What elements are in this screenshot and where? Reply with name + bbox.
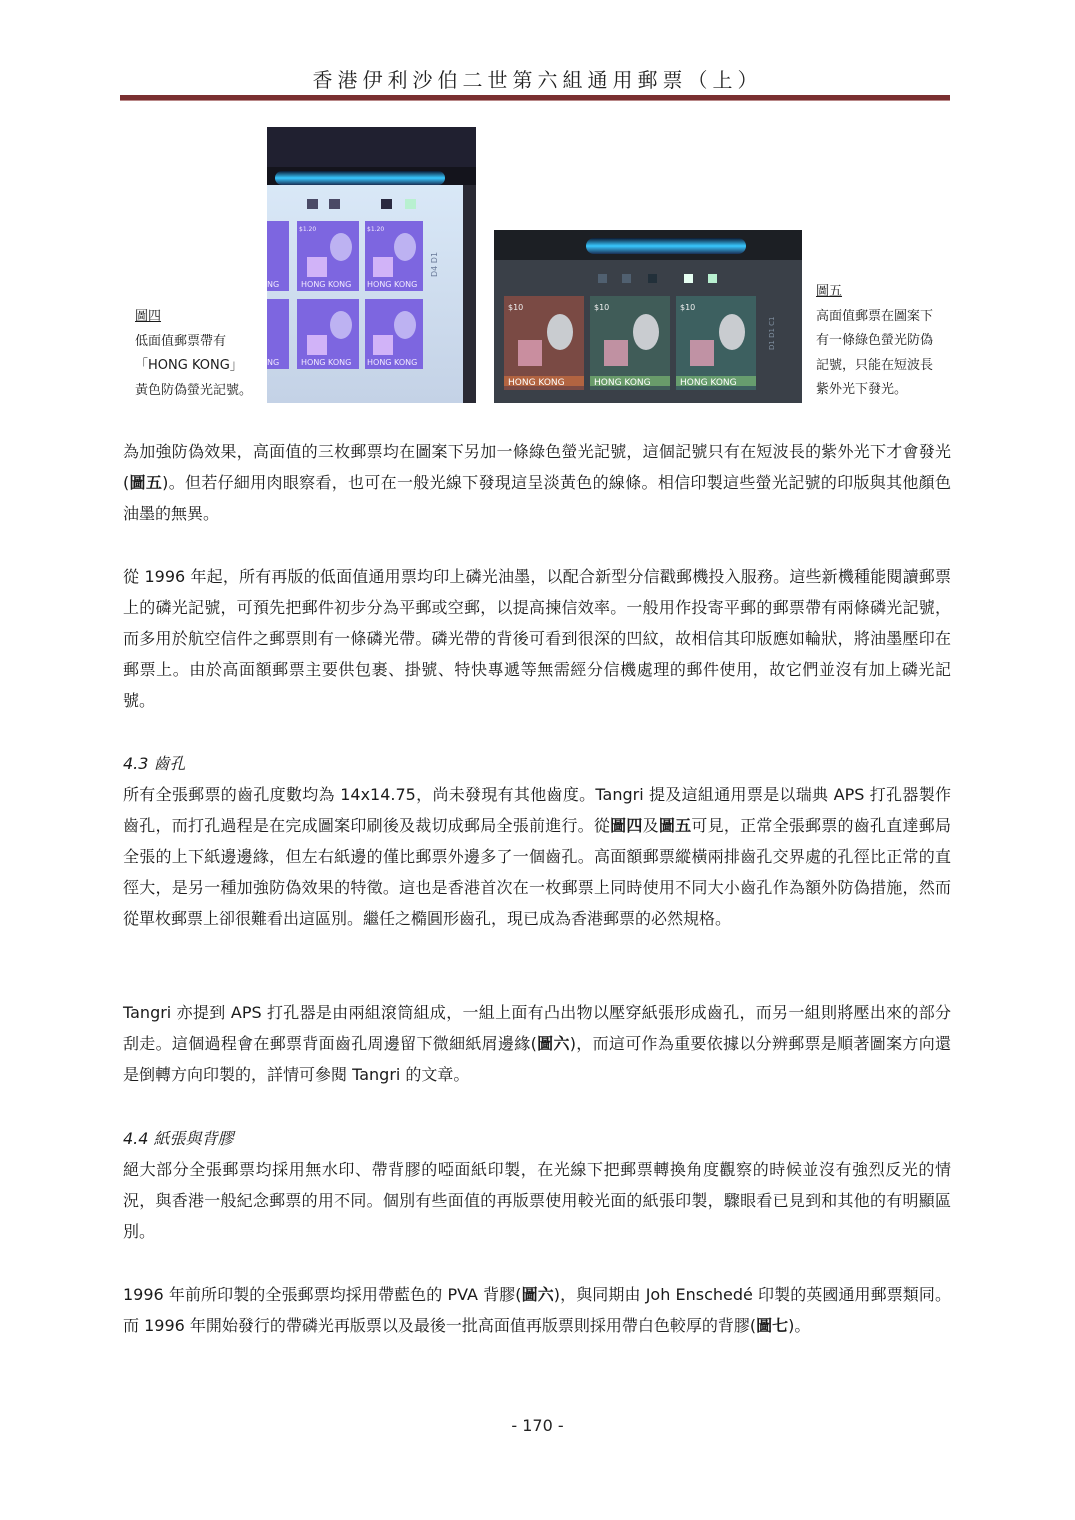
page-header-title: 香港伊利沙伯二世第六組通用郵票（上） <box>312 68 763 92</box>
figure-5-label: 圖五 <box>816 284 843 299</box>
svg-text:$10: $10 <box>680 303 696 312</box>
svg-text:HONG KONG: HONG KONG <box>594 378 651 388</box>
figure-4-label: 圖四 <box>135 309 162 324</box>
svg-text:HONG KONG: HONG KONG <box>367 358 418 367</box>
figure-ref: 圖七 <box>756 1316 789 1335</box>
svg-text:NG: NG <box>267 280 280 289</box>
figure-ref: 圖六 <box>521 1285 554 1304</box>
figure-5-caption-line: 紫外光下發光。 <box>816 382 908 397</box>
svg-text:HONG KONG: HONG KONG <box>301 280 352 289</box>
figure-ref: 圖五 <box>658 816 692 835</box>
svg-text:D1 D1 C1: D1 D1 C1 <box>768 316 776 350</box>
section-heading-perforation: 4.3 齒孔 <box>123 754 186 773</box>
header-rule <box>120 95 950 101</box>
paragraph-gum: 1996 年前所印製的全張郵票均採用帶藍色的 PVA 背膠(圖六)，與同期由 Joh Enschedé 印製的英國通用郵票類同。而 1996 年開始發行的帶磷光再版票以及最後一批高面值再版票則採用帶白色較厚的背膠(圖七)。 <box>123 1285 951 1335</box>
svg-text:HONG KONG: HONG KONG <box>680 378 737 388</box>
paragraph-phosphor: 從 1996 年起，所有再版的低面值通用票均印上磷光油墨，以配合新型分信戳郵機投入服務。這些新機種能閱讀郵票上的磷光記號，可預先把郵件初步分為平郵或空郵，以提高揀信效率。一般用作投寄平郵的郵票帶有兩條磷光記號，而多用於航空信件之郵票則有一條磷光帶。磷光帶的背後可看到很深的凹紋，故相信其印版應如輪狀，將油墨壓印在郵票上。由於高面額郵票主要供包裹、掛號、特快專遞等無需經分信機處理的郵件使用，故它們並沒有加上磷光記號。 <box>123 567 951 710</box>
svg-text:HONG KONG: HONG KONG <box>508 378 565 388</box>
figure-4-caption <box>135 305 269 403</box>
paragraph-fluorescent: 為加強防偽效果，高面值的三枚郵票均在圖案下另加一條綠色螢光記號，這個記號只有在短波長的紫外光下才會發光(圖五)。但若仔細用肉眼察看，也可在一般光線下發現這呈淡黃色的線條。相信印製這些螢光記號的印版與其他顏色油墨的無異。 <box>123 442 951 523</box>
section-heading-paper-gum: 4.4 紙張與背膠 <box>123 1129 234 1148</box>
figure-ref: 圖六 <box>536 1034 570 1053</box>
paragraph-perforation: 所有全張郵票的齒孔度數均為 14x14.75，尚未發現有其他齒度。Tangri 提及這組通用票是以瑞典 APS 打孔器製作齒孔，而打孔過程是在完成圖案印刷後及裁切成郵局全張前進行。從圖四及圖五可見，正常全張郵票的齒孔直達郵局全張的上下紙邊邊緣，但左右紙邊的僅比郵票外邊多了一個齒孔。高面額郵票縱橫兩排齒孔交界處的孔徑比正常的直徑大，是另一種加強防偽效果的特徵。這也是香港首次在一枚郵票上同時使用不同大小齒孔作為額外防偽措施，然而從單枚郵票上卻很難看出這區別。繼任之橢圓形齒孔，現已成為香港郵票的必然規格。 <box>123 785 951 928</box>
figure-5-caption-line: 記號，只能在短波長 <box>816 357 934 373</box>
svg-text:HONG KONG: HONG KONG <box>301 358 352 367</box>
svg-text:NG: NG <box>267 358 280 367</box>
svg-text:$1.20: $1.20 <box>367 226 385 233</box>
figure-5-caption-line: 高面值郵票在圖案下 <box>816 308 934 324</box>
paragraph-paper: 絕大部分全張郵票均採用無水印、帶背膠的啞面紙印製，在光線下把郵票轉換角度觀察的時候並沒有強烈反光的情況，與香港一般紀念郵票的用不同。個別有些面值的再版票使用較光面的紙張印製，驟眼看已見到和其他的有明顯區別。 <box>123 1160 951 1241</box>
figure-4-caption-line: 低面值郵票帶有 <box>135 333 227 349</box>
figure-5-caption-line: 有一條綠色螢光防偽 <box>816 333 934 348</box>
svg-text:D4 D1: D4 D1 <box>430 251 439 277</box>
svg-text:$1.20: $1.20 <box>299 226 317 233</box>
svg-text:$10: $10 <box>594 303 610 312</box>
figure-4-photo <box>267 127 476 403</box>
figure-4-caption-line: 「HONG KONG」 <box>135 358 243 373</box>
figure-5-photo <box>494 230 802 403</box>
svg-text:$10: $10 <box>508 303 524 312</box>
page-number: - 170 - <box>511 1416 564 1435</box>
figure-4-caption-line: 黃色防偽螢光記號。 <box>135 382 253 398</box>
figure-5-caption <box>816 280 956 403</box>
figure-ref: 圖四 <box>610 816 643 835</box>
svg-text:HONG KONG: HONG KONG <box>367 280 418 289</box>
paragraph-aps-perforator: Tangri 亦提到 APS 打孔器是由兩組滾筒組成，一組上面有凸出物以壓穿紙張形成齒孔，而另一組則將壓出來的部分刮走。這個過程會在郵票背面齒孔周邊留下微細紙屑邊緣(圖六)，而這可作為重要依據以分辨郵票是順著圖案方向還是倒轉方向印製的，詳情可參閱 Tangri 的文章。 <box>123 1003 951 1084</box>
figure-ref: 圖五 <box>129 473 163 492</box>
